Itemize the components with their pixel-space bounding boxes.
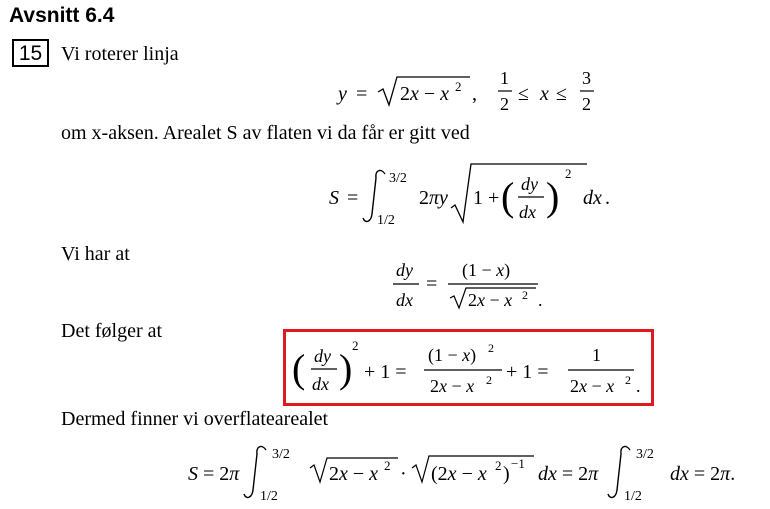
svg-text:2: 2 — [625, 373, 631, 387]
svg-text:(: ( — [501, 174, 515, 219]
svg-text:2x − x: 2x − x — [400, 83, 450, 105]
equation-highlighted-identity — [292, 336, 648, 400]
svg-text:2: 2 — [352, 338, 359, 353]
svg-text:2: 2 — [582, 94, 591, 114]
svg-text:2x − x: 2x − x — [329, 463, 379, 485]
svg-text:3/2: 3/2 — [272, 447, 290, 462]
svg-text:≤: ≤ — [556, 83, 567, 105]
svg-text:dy: dy — [314, 346, 331, 366]
svg-text:x: x — [540, 83, 549, 105]
svg-text:): ) — [339, 346, 353, 391]
svg-text:2: 2 — [488, 341, 494, 355]
svg-text:(1 − x): (1 − x) — [462, 260, 511, 280]
svg-text:dx = 2π: dx = 2π — [538, 463, 599, 485]
vi-har-at-text: Vi har at — [61, 243, 130, 265]
exercise-number-badge: 15 — [12, 39, 49, 67]
svg-text:≤: ≤ — [518, 83, 529, 105]
svg-text:2: 2 — [522, 288, 528, 302]
svg-text:2: 2 — [495, 458, 502, 473]
svg-text:+ 1 =: + 1 = — [364, 361, 407, 383]
svg-text:1 +: 1 + — [473, 187, 500, 209]
svg-text:=: = — [356, 83, 368, 105]
svg-text:·: · — [400, 463, 407, 485]
svg-text:1: 1 — [500, 68, 509, 88]
svg-text:dx: dx — [396, 290, 413, 310]
svg-text:2: 2 — [486, 373, 492, 387]
svg-text:dx = 2π.: dx = 2π. — [670, 463, 736, 485]
svg-text:S: S — [329, 187, 339, 209]
svg-text:3: 3 — [582, 68, 591, 88]
svg-text:(1 − x): (1 − x) — [428, 345, 477, 365]
svg-text:1/2: 1/2 — [377, 213, 395, 228]
svg-text:dx: dx — [312, 374, 329, 394]
svg-text:(: ( — [292, 346, 306, 391]
svg-text:1/2: 1/2 — [624, 489, 642, 504]
svg-text:dy: dy — [521, 174, 538, 194]
svg-text:.: . — [636, 376, 641, 396]
section-heading: Avsnitt 6.4 — [9, 4, 115, 27]
svg-text:(2x − x: (2x − x — [431, 463, 487, 485]
svg-text:y: y — [338, 83, 347, 105]
svg-text:2x − x: 2x − x — [430, 376, 475, 396]
svg-text:dy: dy — [396, 260, 413, 280]
svg-text:.: . — [538, 290, 543, 310]
svg-text:dx: dx — [519, 202, 536, 222]
svg-text:): ) — [546, 174, 560, 219]
svg-text:2x − x: 2x − x — [570, 376, 615, 396]
svg-text:.: . — [605, 187, 610, 209]
det-folger-at-text: Det følger at — [61, 320, 163, 342]
svg-text:1: 1 — [592, 345, 601, 365]
svg-text:−1: −1 — [511, 456, 525, 471]
svg-text:2: 2 — [565, 166, 572, 181]
svg-text:,: , — [472, 83, 477, 105]
equation-curve-definition — [330, 66, 610, 118]
svg-text:): ) — [503, 463, 510, 485]
svg-text:2: 2 — [455, 79, 462, 94]
equation-final-area — [186, 438, 756, 506]
svg-text:3/2: 3/2 — [389, 171, 407, 186]
svg-text:2πy: 2πy — [419, 187, 448, 209]
intro-text: Vi roterer linja — [61, 43, 179, 65]
svg-text:1/2: 1/2 — [260, 489, 278, 504]
surface-area-intro-text: om x-aksen. Arealet S av flaten vi da får er gitt ved — [61, 122, 470, 144]
svg-text:S = 2π: S = 2π — [188, 463, 240, 485]
svg-text:+ 1 =: + 1 = — [506, 361, 549, 383]
svg-text:2x − x: 2x − x — [468, 290, 513, 310]
dermed-text: Dermed finner vi overflatearealet — [61, 408, 329, 430]
svg-text:3/2: 3/2 — [636, 447, 654, 462]
equation-surface-integral — [325, 160, 625, 228]
svg-text:=: = — [347, 187, 359, 209]
svg-text:=: = — [426, 273, 438, 295]
svg-text:dx: dx — [583, 187, 602, 209]
svg-text:2: 2 — [384, 458, 391, 473]
equation-derivative — [388, 256, 568, 314]
svg-text:2: 2 — [500, 94, 509, 114]
